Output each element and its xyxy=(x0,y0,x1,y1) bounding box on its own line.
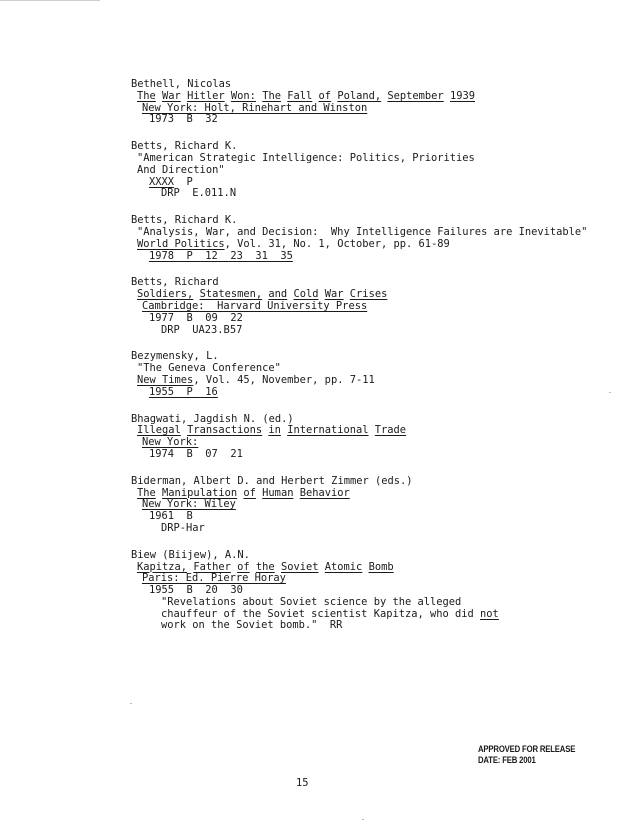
entry-author: Bezymensky, L. xyxy=(131,350,219,363)
entry-location: DRP UA23.B57 xyxy=(161,323,243,336)
entry-author: Biew (Biijew), A.N. xyxy=(131,548,250,561)
entry-title: Illegal Transactions in International Trade xyxy=(137,424,407,437)
entry-title: Soldiers, Statesmen, and Cold War Crises xyxy=(137,288,388,301)
entry-title: "Analysis, War, and Decision: Why Intelligence Failures are Inevitable" xyxy=(137,225,588,238)
entry-publisher: New York: Holt, Rinehart and Winston xyxy=(142,101,368,114)
bibliography-entry xyxy=(131,79,601,126)
entry-title: "The Geneva Conference" xyxy=(137,362,281,375)
entry-codes: 1955 P 16 xyxy=(149,385,218,398)
entry-author: Betts, Richard K. xyxy=(131,140,238,153)
entry-publisher: Cambridge: Harvard University Press xyxy=(142,299,368,312)
bibliography-entry xyxy=(131,476,601,535)
entry-title: "American Strategic Intelligence: Politics, Priorities xyxy=(137,151,475,164)
entry-codes: 1955 B 20 30 xyxy=(149,584,243,597)
entry-codes: XXXX P xyxy=(149,175,193,188)
bibliography-list xyxy=(131,79,601,647)
entry-publisher: Paris: Ed. Pierre Horay xyxy=(142,572,286,585)
scan-speck xyxy=(609,392,611,393)
bibliography-entry xyxy=(131,215,601,262)
bibliography-entry xyxy=(131,351,601,398)
release-date-line: DATE: FEB 2001 xyxy=(478,755,536,765)
entry-publisher: New York: Wiley xyxy=(142,498,236,511)
entry-title: Kapitza, Father of the Soviet Atomic Bomb xyxy=(137,560,394,573)
entry-note: "Revelations about Soviet science by the alleged xyxy=(161,595,462,608)
page-number: 15 xyxy=(296,777,309,789)
entry-title: The Manipulation of Human Behavior xyxy=(137,486,350,499)
entry-title: The War Hitler Won: The Fall of Poland, September 1939 xyxy=(137,89,475,102)
entry-location: DRP E.011.N xyxy=(161,187,237,200)
entry-journal: New Times, Vol. 45, November, pp. 7-11 xyxy=(137,373,375,386)
bibliography-entry xyxy=(131,414,601,461)
entry-author: Betts, Richard xyxy=(131,276,219,289)
bibliography-entry xyxy=(131,141,601,200)
entry-author: Biderman, Albert D. and Herbert Zimmer (eds.) xyxy=(131,474,413,487)
entry-codes: 1961 B xyxy=(149,510,193,523)
release-stamp xyxy=(478,744,575,766)
scan-edge-line xyxy=(0,0,100,1)
bibliography-entry xyxy=(131,277,601,336)
entry-author: Betts, Richard K. xyxy=(131,214,238,227)
entry-author: Bethell, Nicolas xyxy=(131,78,232,90)
entry-location: DRP-Har xyxy=(161,521,205,534)
entry-note-end: work on the Soviet bomb." RR xyxy=(161,619,343,632)
entry-journal: World Politics, Vol. 31, No. 1, October, pp. 61-89 xyxy=(137,237,450,250)
entry-codes: 1974 B 07 21 xyxy=(149,447,243,460)
entry-note-continued: chauffeur of the Soviet scientist Kapitza, who did not xyxy=(161,607,499,620)
entry-codes: 1978 P 12 23 31 35 xyxy=(149,249,293,262)
entry-publisher: New York: xyxy=(142,436,199,449)
entry-author: Bhagwati, Jagdish N. (ed.) xyxy=(131,412,294,425)
entry-codes: 1977 B 09 22 xyxy=(149,311,243,324)
entry-codes: 1973 B 32 xyxy=(149,113,218,126)
bibliography-entry xyxy=(131,550,601,633)
scan-speck xyxy=(130,703,132,704)
entry-title-continued: And Direction" xyxy=(137,163,225,176)
release-stamp-line: APPROVED FOR RELEASE xyxy=(478,744,576,754)
scan-speck xyxy=(362,819,364,820)
